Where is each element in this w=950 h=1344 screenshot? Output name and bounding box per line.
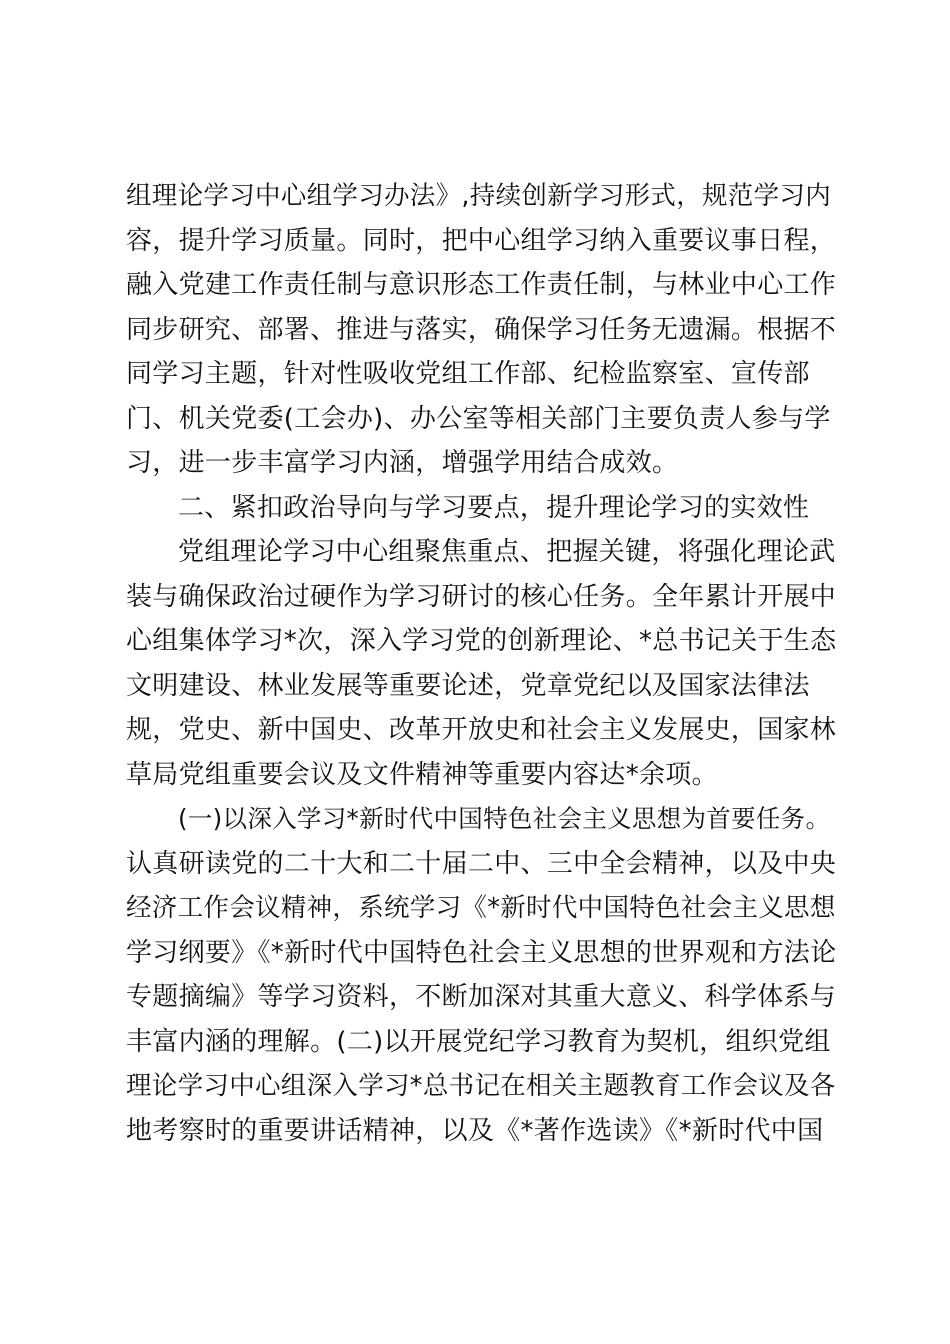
text-line: (一)以深入学习*新时代中国特色社会主义思想为首要任务。: [178, 804, 831, 833]
text-line: 专题摘编》等学习资料，不断加深对其重大意义、科学体系与: [126, 982, 837, 1012]
text-line: 认真研读党的二十大和二十届二中、三中全会精神，以及中央: [126, 848, 837, 879]
text-line: 装与确保政治过硬作为学习研讨的核心任务。全年累计开展中: [126, 581, 837, 612]
text-line: 门、机关党委(工会办)、办公室等相关部门主要负责人参与学: [126, 403, 831, 434]
text-line: 同学习主题，针对性吸收党组工作部、纪检监察室、宣传部: [126, 359, 810, 389]
text-line: 学习纲要》《*新时代中国特色社会主义思想的世界观和方法论: [126, 937, 837, 968]
text-line: 规，党史、新中国史、改革开放史和社会主义发展史，国家林: [126, 715, 837, 745]
text-line: 经济工作会议精神，系统学习《*新时代中国特色社会主义思想: [126, 893, 836, 923]
text-line: 融入党建工作责任制与意识形态工作责任制，与林业中心工作: [126, 270, 837, 300]
text-line: 习，进一步丰富学习内涵，增强学用结合成效。: [126, 448, 679, 478]
text-line: 同步研究、部署、推进与落实，确保学习任务无遗漏。根据不: [126, 314, 837, 345]
text-line: 容，提升学习质量。同时，把中心组学习纳入重要议事日程，: [126, 225, 837, 256]
text-line: 组理论学习中心组学习办法》,持续创新学习形式，规范学习内: [126, 181, 832, 211]
text-line: 心组集体学习*次，深入学习党的创新理论、*总书记关于生态: [126, 626, 837, 656]
text-line: 二、紧扣政治导向与学习要点，提升理论学习的实效性: [178, 492, 810, 523]
text-line: 草局党组重要会议及文件精神等重要内容达*余项。: [126, 759, 718, 790]
text-line: 党组理论学习中心组聚焦重点、把握关键，将强化理论武: [178, 537, 836, 567]
document-body: [126, 174, 836, 1153]
text-line: 文明建设、林业发展等重要论述，党章党纪以及国家法律法: [126, 670, 810, 701]
text-line: 地考察时的重要讲话精神，以及《*著作选读》《*新时代中国: [126, 1115, 824, 1146]
text-line: 理论学习中心组深入学习*总书记在相关主题教育工作会议及各: [126, 1071, 836, 1101]
text-line: 丰富内涵的理解。(二)以开展党纪学习教育为契机，组织党组: [126, 1026, 831, 1057]
